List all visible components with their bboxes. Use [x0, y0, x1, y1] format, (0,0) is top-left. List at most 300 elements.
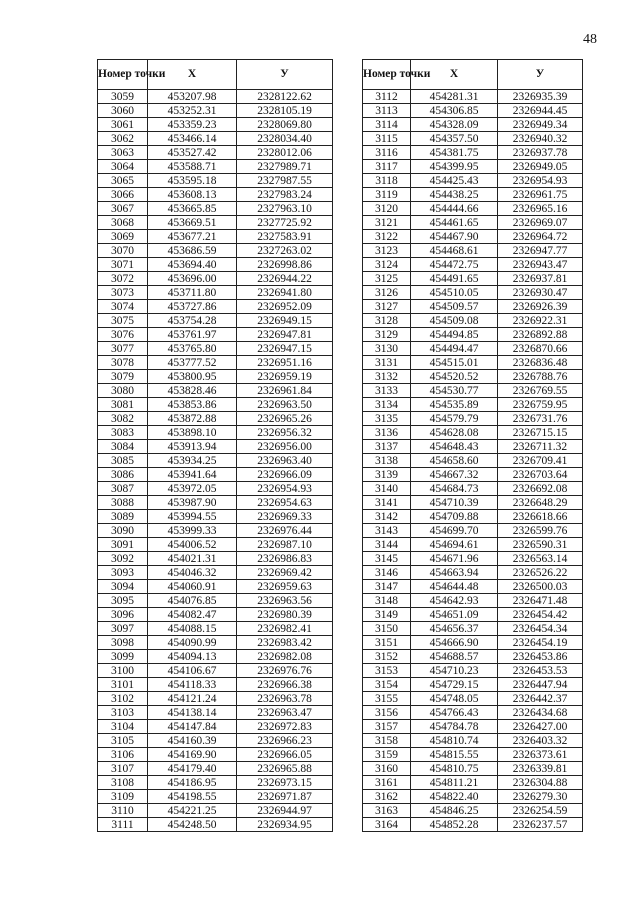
y-coordinate-cell: 2326731.76	[498, 412, 583, 426]
point-number-cell: 3077	[98, 342, 148, 356]
y-coordinate-cell: 2326966.23	[237, 734, 333, 748]
header-x: X	[411, 60, 498, 90]
point-number-cell: 3109	[98, 790, 148, 804]
table-row	[98, 286, 333, 300]
table-row	[98, 370, 333, 384]
y-coordinate-cell: 2326373.61	[498, 748, 583, 762]
point-number-cell: 3093	[98, 566, 148, 580]
y-coordinate-cell: 2326454.42	[498, 608, 583, 622]
table-row	[363, 118, 583, 132]
x-coordinate-cell: 453934.25	[148, 454, 237, 468]
point-number-cell: 3081	[98, 398, 148, 412]
y-coordinate-cell: 2326949.15	[237, 314, 333, 328]
y-coordinate-cell: 2326944.22	[237, 272, 333, 286]
table-row	[98, 678, 333, 692]
x-coordinate-cell: 454658.60	[411, 454, 498, 468]
point-number-cell: 3091	[98, 538, 148, 552]
point-number-cell: 3088	[98, 496, 148, 510]
point-number-cell: 3099	[98, 650, 148, 664]
point-number-cell: 3103	[98, 706, 148, 720]
table-row	[363, 538, 583, 552]
x-coordinate-cell: 453686.59	[148, 244, 237, 258]
y-coordinate-cell: 2326972.83	[237, 720, 333, 734]
table-row	[363, 706, 583, 720]
x-coordinate-cell: 453588.71	[148, 160, 237, 174]
x-coordinate-cell: 453694.40	[148, 258, 237, 272]
x-coordinate-cell: 454666.90	[411, 636, 498, 650]
x-coordinate-cell: 454515.01	[411, 356, 498, 370]
point-number-cell: 3072	[98, 272, 148, 286]
table-row	[98, 118, 333, 132]
x-coordinate-cell: 453252.31	[148, 104, 237, 118]
y-coordinate-cell: 2326943.47	[498, 258, 583, 272]
point-number-cell: 3138	[363, 454, 411, 468]
x-coordinate-cell: 454811.21	[411, 776, 498, 790]
point-number-cell: 3105	[98, 734, 148, 748]
table-row	[98, 468, 333, 482]
point-number-cell: 3146	[363, 566, 411, 580]
point-number-cell: 3100	[98, 664, 148, 678]
y-coordinate-cell: 2326254.59	[498, 804, 583, 818]
x-coordinate-cell: 454667.32	[411, 468, 498, 482]
point-number-cell: 3120	[363, 202, 411, 216]
point-number-cell: 3083	[98, 426, 148, 440]
x-coordinate-cell: 453972.05	[148, 482, 237, 496]
point-number-cell: 3150	[363, 622, 411, 636]
x-coordinate-cell: 453359.23	[148, 118, 237, 132]
table-row	[363, 636, 583, 650]
y-coordinate-cell: 2326986.83	[237, 552, 333, 566]
y-coordinate-cell: 2326965.16	[498, 202, 583, 216]
point-number-cell: 3158	[363, 734, 411, 748]
point-number-cell: 3164	[363, 818, 411, 832]
x-coordinate-cell: 453207.98	[148, 90, 237, 104]
x-coordinate-cell: 454179.40	[148, 762, 237, 776]
table-row	[98, 342, 333, 356]
x-coordinate-cell: 454520.52	[411, 370, 498, 384]
point-number-cell: 3061	[98, 118, 148, 132]
point-number-cell: 3155	[363, 692, 411, 706]
table-row	[363, 216, 583, 230]
x-coordinate-cell: 454306.85	[411, 104, 498, 118]
table-row	[363, 440, 583, 454]
y-coordinate-cell: 2326453.86	[498, 650, 583, 664]
x-coordinate-cell: 453853.86	[148, 398, 237, 412]
table-row	[363, 160, 583, 174]
x-coordinate-cell: 454509.57	[411, 300, 498, 314]
y-coordinate-cell: 2326976.44	[237, 524, 333, 538]
table-row	[98, 804, 333, 818]
y-coordinate-cell: 2326954.63	[237, 496, 333, 510]
y-coordinate-cell: 2326427.00	[498, 720, 583, 734]
y-coordinate-cell: 2326599.76	[498, 524, 583, 538]
point-number-cell: 3159	[363, 748, 411, 762]
y-coordinate-cell: 2326870.66	[498, 342, 583, 356]
x-coordinate-cell: 454281.31	[411, 90, 498, 104]
x-coordinate-cell: 453665.85	[148, 202, 237, 216]
table-row	[98, 580, 333, 594]
x-coordinate-cell: 454160.39	[148, 734, 237, 748]
table-row	[98, 692, 333, 706]
x-coordinate-cell: 454106.67	[148, 664, 237, 678]
table-row	[98, 496, 333, 510]
x-coordinate-cell: 454248.50	[148, 818, 237, 832]
x-coordinate-cell: 453727.86	[148, 300, 237, 314]
table-row	[363, 202, 583, 216]
point-number-cell: 3082	[98, 412, 148, 426]
x-coordinate-cell: 454663.94	[411, 566, 498, 580]
x-coordinate-cell: 453999.33	[148, 524, 237, 538]
table-row	[98, 524, 333, 538]
y-coordinate-cell: 2326836.48	[498, 356, 583, 370]
table-row	[363, 622, 583, 636]
table-row	[363, 384, 583, 398]
y-coordinate-cell: 2326947.81	[237, 328, 333, 342]
x-coordinate-cell: 454684.73	[411, 482, 498, 496]
point-number-cell: 3130	[363, 342, 411, 356]
table-row	[363, 594, 583, 608]
point-number-cell: 3125	[363, 272, 411, 286]
y-coordinate-cell: 2326982.41	[237, 622, 333, 636]
y-coordinate-cell: 2326961.84	[237, 384, 333, 398]
y-coordinate-cell: 2326930.47	[498, 286, 583, 300]
table-row	[363, 482, 583, 496]
point-number-cell: 3095	[98, 594, 148, 608]
point-number-cell: 3089	[98, 510, 148, 524]
table-row	[98, 160, 333, 174]
point-number-cell: 3115	[363, 132, 411, 146]
table-row	[98, 720, 333, 734]
table-row	[363, 818, 583, 832]
point-number-cell: 3107	[98, 762, 148, 776]
table-row	[98, 216, 333, 230]
table-row	[98, 258, 333, 272]
point-number-cell: 3136	[363, 426, 411, 440]
table-row	[363, 258, 583, 272]
y-coordinate-cell: 2326922.31	[498, 314, 583, 328]
table-row	[98, 664, 333, 678]
x-coordinate-cell: 454699.70	[411, 524, 498, 538]
y-coordinate-cell: 2326563.14	[498, 552, 583, 566]
table-row	[98, 104, 333, 118]
x-coordinate-cell: 454186.95	[148, 776, 237, 790]
x-coordinate-cell: 454076.85	[148, 594, 237, 608]
table-row	[98, 230, 333, 244]
table-row	[98, 314, 333, 328]
x-coordinate-cell: 454810.75	[411, 762, 498, 776]
x-coordinate-cell: 453994.55	[148, 510, 237, 524]
point-number-cell: 3106	[98, 748, 148, 762]
y-coordinate-cell: 2327725.92	[237, 216, 333, 230]
point-number-cell: 3156	[363, 706, 411, 720]
x-coordinate-cell: 454852.28	[411, 818, 498, 832]
x-coordinate-cell: 454138.14	[148, 706, 237, 720]
point-number-cell: 3140	[363, 482, 411, 496]
table-row	[98, 762, 333, 776]
x-coordinate-cell: 454444.66	[411, 202, 498, 216]
table-row	[363, 314, 583, 328]
y-coordinate-cell: 2326951.16	[237, 356, 333, 370]
y-coordinate-cell: 2326947.77	[498, 244, 583, 258]
table-row	[363, 468, 583, 482]
y-coordinate-cell: 2326969.33	[237, 510, 333, 524]
point-number-cell: 3129	[363, 328, 411, 342]
point-number-cell: 3063	[98, 146, 148, 160]
table-row	[363, 720, 583, 734]
point-number-cell: 3113	[363, 104, 411, 118]
point-number-cell: 3124	[363, 258, 411, 272]
point-number-cell: 3092	[98, 552, 148, 566]
y-coordinate-cell: 2326966.09	[237, 468, 333, 482]
table-row	[363, 454, 583, 468]
point-number-cell: 3161	[363, 776, 411, 790]
coordinates-table-left	[97, 59, 333, 832]
table-header-row	[363, 60, 583, 90]
y-coordinate-cell: 2327263.02	[237, 244, 333, 258]
x-coordinate-cell: 453754.28	[148, 314, 237, 328]
point-number-cell: 3141	[363, 496, 411, 510]
point-number-cell: 3135	[363, 412, 411, 426]
point-number-cell: 3060	[98, 104, 148, 118]
point-number-cell: 3160	[363, 762, 411, 776]
x-coordinate-cell: 454656.37	[411, 622, 498, 636]
point-number-cell: 3163	[363, 804, 411, 818]
table-row	[363, 230, 583, 244]
y-coordinate-cell: 2326403.32	[498, 734, 583, 748]
header-y: У	[498, 60, 583, 90]
y-coordinate-cell: 2326976.76	[237, 664, 333, 678]
point-number-cell: 3117	[363, 160, 411, 174]
y-coordinate-cell: 2326987.10	[237, 538, 333, 552]
y-coordinate-cell: 2326973.15	[237, 776, 333, 790]
table-row	[98, 356, 333, 370]
x-coordinate-cell: 454169.90	[148, 748, 237, 762]
x-coordinate-cell: 454381.75	[411, 146, 498, 160]
y-coordinate-cell: 2326956.32	[237, 426, 333, 440]
table-row	[363, 566, 583, 580]
table-row	[363, 188, 583, 202]
x-coordinate-cell: 454510.05	[411, 286, 498, 300]
table-row	[98, 188, 333, 202]
point-number-cell: 3097	[98, 622, 148, 636]
y-coordinate-cell: 2326892.88	[498, 328, 583, 342]
x-coordinate-cell: 453913.94	[148, 440, 237, 454]
table-row	[98, 244, 333, 258]
x-coordinate-cell: 453872.88	[148, 412, 237, 426]
table-row	[363, 650, 583, 664]
y-coordinate-cell: 2326715.15	[498, 426, 583, 440]
x-coordinate-cell: 454530.77	[411, 384, 498, 398]
table-row	[98, 790, 333, 804]
y-coordinate-cell: 2326926.39	[498, 300, 583, 314]
x-coordinate-cell: 454579.79	[411, 412, 498, 426]
y-coordinate-cell: 2326947.15	[237, 342, 333, 356]
point-number-cell: 3132	[363, 370, 411, 384]
y-coordinate-cell: 2326937.81	[498, 272, 583, 286]
table-row	[363, 608, 583, 622]
x-coordinate-cell: 454688.57	[411, 650, 498, 664]
y-coordinate-cell: 2326442.37	[498, 692, 583, 706]
y-coordinate-cell: 2328034.40	[237, 132, 333, 146]
x-coordinate-cell: 453987.90	[148, 496, 237, 510]
x-coordinate-cell: 453765.80	[148, 342, 237, 356]
point-number-cell: 3137	[363, 440, 411, 454]
table-row	[363, 748, 583, 762]
point-number-cell: 3094	[98, 580, 148, 594]
table-row	[98, 426, 333, 440]
x-coordinate-cell: 454644.48	[411, 580, 498, 594]
y-coordinate-cell: 2327987.55	[237, 174, 333, 188]
point-number-cell: 3070	[98, 244, 148, 258]
y-coordinate-cell: 2326952.09	[237, 300, 333, 314]
x-coordinate-cell: 454628.08	[411, 426, 498, 440]
point-number-cell: 3148	[363, 594, 411, 608]
header-x: X	[148, 60, 237, 90]
x-coordinate-cell: 454438.25	[411, 188, 498, 202]
table-row	[98, 440, 333, 454]
x-coordinate-cell: 453761.97	[148, 328, 237, 342]
table-row	[363, 426, 583, 440]
point-number-cell: 3066	[98, 188, 148, 202]
point-number-cell: 3123	[363, 244, 411, 258]
table-row	[363, 692, 583, 706]
x-coordinate-cell: 453696.00	[148, 272, 237, 286]
table-row	[363, 146, 583, 160]
y-coordinate-cell: 2326590.31	[498, 538, 583, 552]
table-row	[98, 482, 333, 496]
point-number-cell: 3108	[98, 776, 148, 790]
table-row	[98, 146, 333, 160]
table-row	[98, 650, 333, 664]
x-coordinate-cell: 454399.95	[411, 160, 498, 174]
x-coordinate-cell: 454766.43	[411, 706, 498, 720]
point-number-cell: 3090	[98, 524, 148, 538]
x-coordinate-cell: 453677.21	[148, 230, 237, 244]
y-coordinate-cell: 2326454.19	[498, 636, 583, 650]
y-coordinate-cell: 2326471.48	[498, 594, 583, 608]
x-coordinate-cell: 454815.55	[411, 748, 498, 762]
table-row	[98, 818, 333, 832]
point-number-cell: 3073	[98, 286, 148, 300]
y-coordinate-cell: 2326969.07	[498, 216, 583, 230]
y-coordinate-cell: 2326934.95	[237, 818, 333, 832]
table-row	[363, 370, 583, 384]
y-coordinate-cell: 2326940.32	[498, 132, 583, 146]
x-coordinate-cell: 454094.13	[148, 650, 237, 664]
y-coordinate-cell: 2326949.34	[498, 118, 583, 132]
x-coordinate-cell: 454642.93	[411, 594, 498, 608]
y-coordinate-cell: 2326998.86	[237, 258, 333, 272]
y-coordinate-cell: 2326965.26	[237, 412, 333, 426]
table-row	[98, 566, 333, 580]
page-number: 48	[583, 32, 597, 47]
y-coordinate-cell: 2326959.63	[237, 580, 333, 594]
table-row	[98, 300, 333, 314]
point-number-cell: 3122	[363, 230, 411, 244]
point-number-cell: 3121	[363, 216, 411, 230]
table-row	[363, 734, 583, 748]
x-coordinate-cell: 453527.42	[148, 146, 237, 160]
point-number-cell: 3111	[98, 818, 148, 832]
table-row	[363, 776, 583, 790]
table-row	[98, 90, 333, 104]
x-coordinate-cell: 454328.09	[411, 118, 498, 132]
y-coordinate-cell: 2326944.45	[498, 104, 583, 118]
table-row	[363, 286, 583, 300]
x-coordinate-cell: 454709.88	[411, 510, 498, 524]
point-number-cell: 3062	[98, 132, 148, 146]
point-number-cell: 3068	[98, 216, 148, 230]
table-row	[98, 384, 333, 398]
point-number-cell: 3133	[363, 384, 411, 398]
table-row	[98, 748, 333, 762]
table-body-right	[363, 90, 583, 832]
table-row	[363, 90, 583, 104]
table-row	[363, 174, 583, 188]
table-row	[363, 104, 583, 118]
x-coordinate-cell: 454648.43	[411, 440, 498, 454]
point-number-cell: 3145	[363, 552, 411, 566]
y-coordinate-cell: 2327983.24	[237, 188, 333, 202]
x-coordinate-cell: 454121.24	[148, 692, 237, 706]
x-coordinate-cell: 453669.51	[148, 216, 237, 230]
y-coordinate-cell: 2326703.64	[498, 468, 583, 482]
table-row	[363, 496, 583, 510]
point-number-cell: 3098	[98, 636, 148, 650]
point-number-cell: 3153	[363, 664, 411, 678]
y-coordinate-cell: 2326447.94	[498, 678, 583, 692]
y-coordinate-cell: 2326279.30	[498, 790, 583, 804]
y-coordinate-cell: 2326963.50	[237, 398, 333, 412]
point-number-cell: 3096	[98, 608, 148, 622]
y-coordinate-cell: 2326237.57	[498, 818, 583, 832]
coordinates-table-right	[362, 59, 583, 832]
x-coordinate-cell: 454710.39	[411, 496, 498, 510]
point-number-cell: 3104	[98, 720, 148, 734]
table-row	[98, 636, 333, 650]
table-row	[98, 706, 333, 720]
y-coordinate-cell: 2326453.53	[498, 664, 583, 678]
point-number-cell: 3064	[98, 160, 148, 174]
point-number-cell: 3147	[363, 580, 411, 594]
point-number-cell: 3126	[363, 286, 411, 300]
x-coordinate-cell: 454651.09	[411, 608, 498, 622]
point-number-cell: 3157	[363, 720, 411, 734]
header-point-number: Номер точки	[98, 60, 148, 90]
point-number-cell: 3110	[98, 804, 148, 818]
table-row	[363, 664, 583, 678]
point-number-cell: 3162	[363, 790, 411, 804]
y-coordinate-cell: 2326618.66	[498, 510, 583, 524]
x-coordinate-cell: 454021.31	[148, 552, 237, 566]
table-row	[98, 272, 333, 286]
table-row	[363, 398, 583, 412]
table-row	[363, 790, 583, 804]
x-coordinate-cell: 453466.14	[148, 132, 237, 146]
y-coordinate-cell: 2326759.95	[498, 398, 583, 412]
table-row	[363, 356, 583, 370]
x-coordinate-cell: 453608.13	[148, 188, 237, 202]
y-coordinate-cell: 2326963.56	[237, 594, 333, 608]
table-row	[98, 608, 333, 622]
x-coordinate-cell: 454221.25	[148, 804, 237, 818]
point-number-cell: 3071	[98, 258, 148, 272]
x-coordinate-cell: 454710.23	[411, 664, 498, 678]
y-coordinate-cell: 2326648.29	[498, 496, 583, 510]
y-coordinate-cell: 2326304.88	[498, 776, 583, 790]
point-number-cell: 3084	[98, 440, 148, 454]
x-coordinate-cell: 454494.85	[411, 328, 498, 342]
